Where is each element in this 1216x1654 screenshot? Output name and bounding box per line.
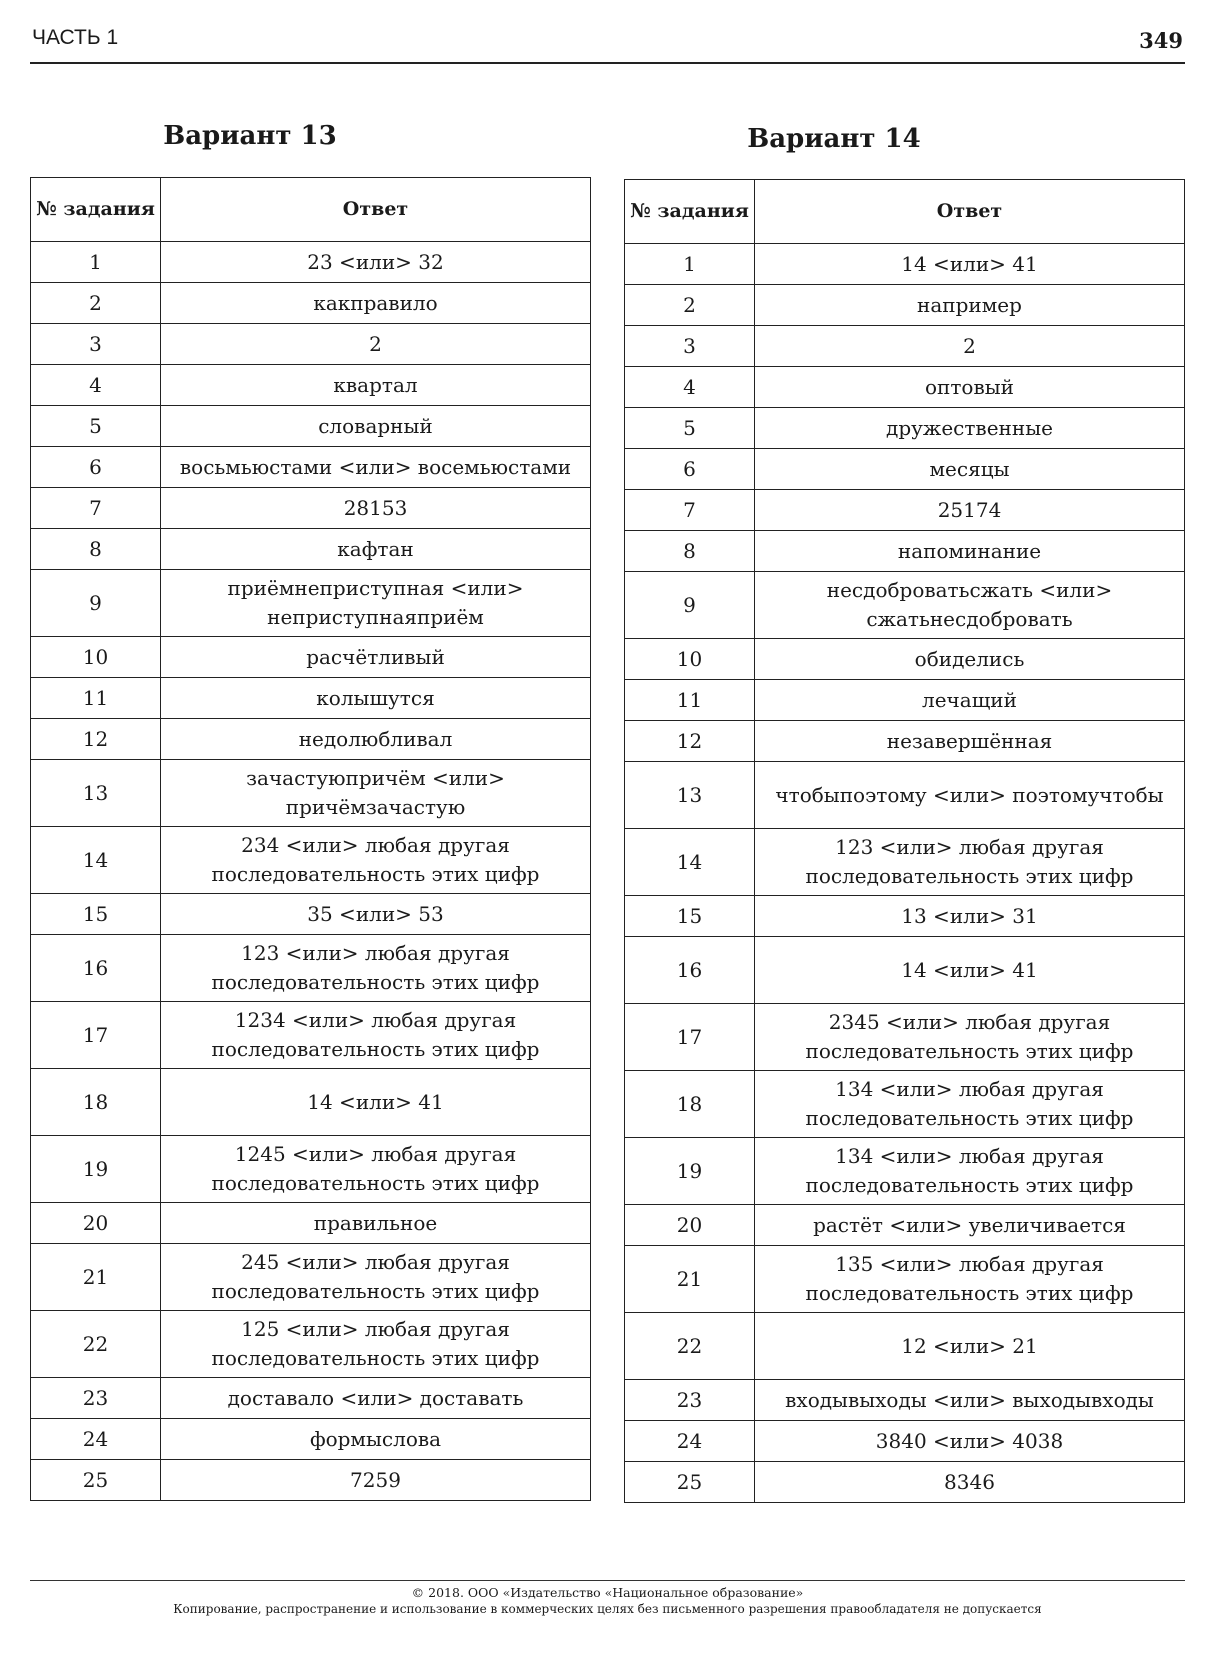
task-number-cell: 8	[625, 531, 755, 572]
table-row	[31, 1244, 591, 1311]
column-header-answer: Ответ	[161, 178, 591, 242]
answer-cell: растёт <или> увеличивается	[755, 1205, 1185, 1246]
answer-cell: словарный	[161, 406, 591, 447]
task-number-cell: 14	[625, 829, 755, 896]
copyright-notice: Копирование, распространение и использование в коммерческих целях без письменного разрешения правообладателя не допускается	[173, 1602, 1042, 1616]
answer-cell: квартал	[161, 365, 591, 406]
column-header-task-number: № задания	[31, 178, 161, 242]
task-number-cell: 9	[625, 572, 755, 639]
task-number-cell: 4	[625, 367, 755, 408]
answer-cell: расчётливый	[161, 637, 591, 678]
table-row	[31, 1378, 591, 1419]
section-label: ЧАСТЬ 1	[32, 26, 119, 49]
copyright-line: © 2018. ООО «Издательство «Национальное образование»	[411, 1585, 804, 1600]
page-number: 349	[1139, 28, 1183, 53]
answer-cell: 123 <или> любая другая последовательность этих цифр	[161, 935, 591, 1002]
table-row	[625, 762, 1185, 829]
task-number-cell: 23	[31, 1378, 161, 1419]
answer-cell: 2	[755, 326, 1185, 367]
answer-cell: 2	[161, 324, 591, 365]
answer-cell: 1234 <или> любая другая последовательность этих цифр	[161, 1002, 591, 1069]
answer-cell: 3840 <или> 4038	[755, 1421, 1185, 1462]
table-row	[625, 1313, 1185, 1380]
answer-cell: 7259	[161, 1460, 591, 1501]
task-number-cell: 3	[31, 324, 161, 365]
variant-title: Вариант 13	[163, 121, 337, 151]
answer-cell: правильное	[161, 1203, 591, 1244]
table-row	[625, 721, 1185, 762]
task-number-cell: 21	[625, 1246, 755, 1313]
answer-cell: восьмьюстами <или> восемьюстами	[161, 447, 591, 488]
task-number-cell: 17	[625, 1004, 755, 1071]
task-number-cell: 16	[625, 937, 755, 1004]
task-number-cell: 24	[31, 1419, 161, 1460]
table-row	[625, 531, 1185, 572]
answer-cell: 13 <или> 31	[755, 896, 1185, 937]
task-number-cell: 12	[625, 721, 755, 762]
answer-cell: какправило	[161, 283, 591, 324]
task-number-cell: 8	[31, 529, 161, 570]
table-row	[625, 449, 1185, 490]
answer-cell: лечащий	[755, 680, 1185, 721]
answer-cell: оптовый	[755, 367, 1185, 408]
table-row	[31, 365, 591, 406]
task-number-cell: 9	[31, 570, 161, 637]
answer-cell: 23 <или> 32	[161, 242, 591, 283]
task-number-cell: 5	[625, 408, 755, 449]
answer-cell: дружественные	[755, 408, 1185, 449]
task-number-cell: 16	[31, 935, 161, 1002]
table-row	[625, 572, 1185, 639]
table-row	[625, 408, 1185, 449]
answers-table-variant-13	[30, 177, 591, 1501]
answer-cell: 134 <или> любая другая последовательность этих цифр	[755, 1138, 1185, 1205]
answer-cell: 2345 <или> любая другая последовательность этих цифр	[755, 1004, 1185, 1071]
table-row	[625, 937, 1185, 1004]
table-row	[31, 1203, 591, 1244]
answer-cell: напоминание	[755, 531, 1185, 572]
table-row	[31, 760, 591, 827]
task-number-cell: 17	[31, 1002, 161, 1069]
answer-cell: 123 <или> любая другая последовательность этих цифр	[755, 829, 1185, 896]
answer-cell: 25174	[755, 490, 1185, 531]
table-row	[31, 1311, 591, 1378]
task-number-cell: 23	[625, 1380, 755, 1421]
table-row	[31, 678, 591, 719]
answer-cell: 14 <или> 41	[755, 244, 1185, 285]
task-number-cell: 18	[625, 1071, 755, 1138]
table-row	[31, 283, 591, 324]
table-row	[31, 935, 591, 1002]
table-row	[625, 1246, 1185, 1313]
task-number-cell: 12	[31, 719, 161, 760]
task-number-cell: 22	[31, 1311, 161, 1378]
variant-14-heading-block	[624, 116, 1184, 159]
table-row	[31, 1419, 591, 1460]
task-number-cell: 15	[625, 896, 755, 937]
table-row	[625, 367, 1185, 408]
table-row	[625, 1205, 1185, 1246]
answer-cell: 28153	[161, 488, 591, 529]
table-row	[625, 1004, 1185, 1071]
task-number-cell: 1	[31, 242, 161, 283]
task-number-cell: 15	[31, 894, 161, 935]
task-number-cell: 10	[625, 639, 755, 680]
table-row	[31, 242, 591, 283]
task-number-cell: 7	[31, 488, 161, 529]
table-row	[31, 488, 591, 529]
table-row	[31, 719, 591, 760]
answer-cell: формыслова	[161, 1419, 591, 1460]
task-number-cell: 18	[31, 1069, 161, 1136]
task-number-cell: 25	[31, 1460, 161, 1501]
task-number-cell: 13	[625, 762, 755, 829]
task-number-cell: 3	[625, 326, 755, 367]
answer-cell: 14 <или> 41	[755, 937, 1185, 1004]
table-row	[31, 1460, 591, 1501]
answer-cell: 134 <или> любая другая последовательность этих цифр	[755, 1071, 1185, 1138]
table-row	[625, 1071, 1185, 1138]
task-number-cell: 11	[31, 678, 161, 719]
answer-cell: обиделись	[755, 639, 1185, 680]
task-number-cell: 10	[31, 637, 161, 678]
task-number-cell: 14	[31, 827, 161, 894]
task-number-cell: 19	[625, 1138, 755, 1205]
task-number-cell: 5	[31, 406, 161, 447]
answer-cell: например	[755, 285, 1185, 326]
table-row	[31, 637, 591, 678]
task-number-cell: 19	[31, 1136, 161, 1203]
answer-cell: 8346	[755, 1462, 1185, 1503]
table-row	[31, 1002, 591, 1069]
variant-title: Вариант 14	[747, 124, 921, 154]
table-row	[31, 529, 591, 570]
task-number-cell: 11	[625, 680, 755, 721]
answer-cell: кафтан	[161, 529, 591, 570]
table-row	[625, 680, 1185, 721]
table-row	[31, 1136, 591, 1203]
task-number-cell: 6	[625, 449, 755, 490]
page-header	[30, 22, 1185, 64]
answer-cell: колышутся	[161, 678, 591, 719]
table-row	[625, 1138, 1185, 1205]
answer-cell: 135 <или> любая другая последовательность этих цифр	[755, 1246, 1185, 1313]
table-row	[625, 829, 1185, 896]
answer-cell: недолюбливал	[161, 719, 591, 760]
answers-table-variant-14	[624, 179, 1185, 1503]
answer-cell: месяцы	[755, 449, 1185, 490]
task-number-cell: 4	[31, 365, 161, 406]
answer-cell: 14 <или> 41	[161, 1069, 591, 1136]
answer-cell: приёмнеприступная <или> неприступнаяприём	[161, 570, 591, 637]
task-number-cell: 24	[625, 1421, 755, 1462]
table-row	[625, 639, 1185, 680]
task-number-cell: 21	[31, 1244, 161, 1311]
table-row	[625, 244, 1185, 285]
table-row	[31, 1069, 591, 1136]
task-number-cell: 1	[625, 244, 755, 285]
task-number-cell: 22	[625, 1313, 755, 1380]
answer-cell: 125 <или> любая другая последовательность этих цифр	[161, 1311, 591, 1378]
answer-cell: 245 <или> любая другая последовательность этих цифр	[161, 1244, 591, 1311]
task-number-cell: 20	[625, 1205, 755, 1246]
table-row	[31, 894, 591, 935]
table-row	[31, 827, 591, 894]
task-number-cell: 25	[625, 1462, 755, 1503]
variant-13-heading-block	[30, 116, 590, 156]
answer-cell: входывыходы <или> выходывходы	[755, 1380, 1185, 1421]
answer-cell: 35 <или> 53	[161, 894, 591, 935]
task-number-cell: 7	[625, 490, 755, 531]
table-row	[625, 1462, 1185, 1503]
table-row	[31, 570, 591, 637]
column-header-task-number: № задания	[625, 180, 755, 244]
task-number-cell: 6	[31, 447, 161, 488]
answer-cell: несдоброватьсжать <или> сжатьнесдобровать	[755, 572, 1185, 639]
answer-cell: 1245 <или> любая другая последовательность этих цифр	[161, 1136, 591, 1203]
column-header-answer: Ответ	[755, 180, 1185, 244]
table-row	[31, 406, 591, 447]
table-row	[625, 1421, 1185, 1462]
answer-cell: незавершённая	[755, 721, 1185, 762]
task-number-cell: 13	[31, 760, 161, 827]
task-number-cell: 2	[625, 285, 755, 326]
table-row	[625, 490, 1185, 531]
table-row	[625, 285, 1185, 326]
answer-cell: 12 <или> 21	[755, 1313, 1185, 1380]
table-row	[625, 1380, 1185, 1421]
table-row	[31, 447, 591, 488]
answer-cell: зачастуюпричём <или> причёмзачастую	[161, 760, 591, 827]
task-number-cell: 2	[31, 283, 161, 324]
answer-cell: чтобыпоэтому <или> поэтомучтобы	[755, 762, 1185, 829]
table-row	[625, 326, 1185, 367]
table-row	[31, 324, 591, 365]
answer-cell: доставало <или> доставать	[161, 1378, 591, 1419]
task-number-cell: 20	[31, 1203, 161, 1244]
table-row	[625, 896, 1185, 937]
answer-cell: 234 <или> любая другая последовательность этих цифр	[161, 827, 591, 894]
page-footer	[30, 1580, 1185, 1618]
